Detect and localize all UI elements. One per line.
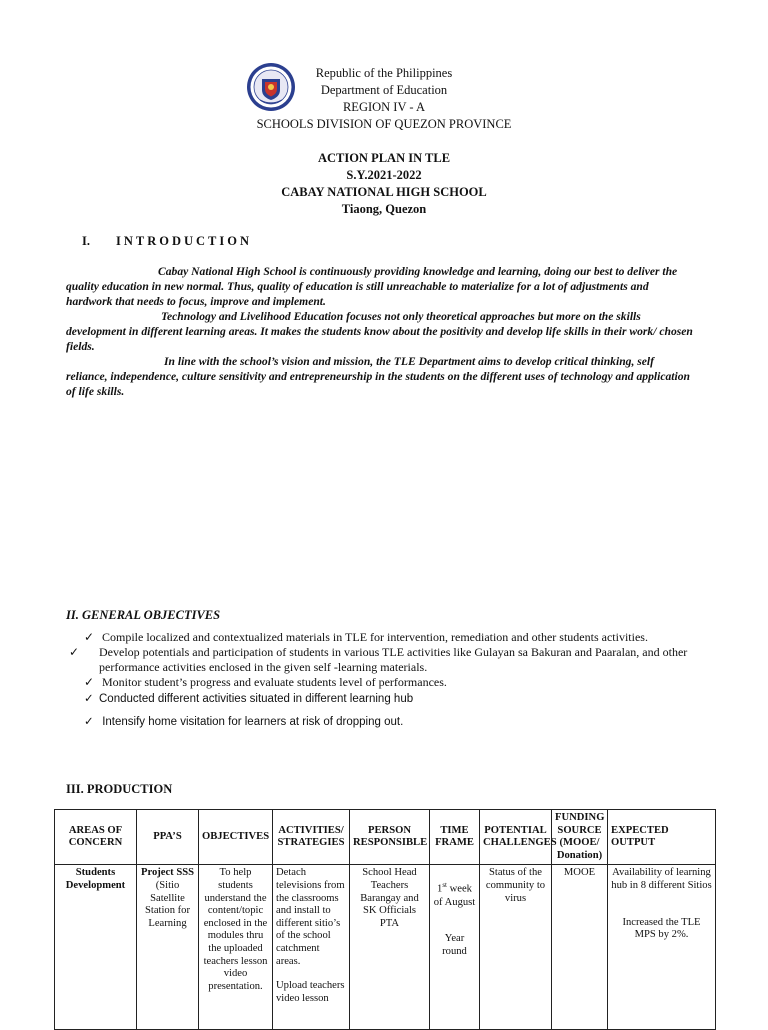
cell-challenges: Status of the community to virus (480, 865, 552, 1030)
section-number: I. (82, 234, 90, 248)
time-frame-text: week of August (433, 883, 476, 908)
time-frame-num: 1 (437, 883, 443, 895)
output-text: Increased the TLE MPS by 2%. (622, 916, 701, 941)
production-table (54, 809, 716, 1030)
column-header: TIME FRAME (430, 810, 480, 865)
checkmark-icon: ✓ (84, 630, 95, 644)
cell-funding: MOOE (552, 865, 608, 1030)
intro-paragraph: In line with the school’s vision and mission, the TLE Department aims to develop critical thinking, self reliance, independence, culture sensitivity and entrepreneurship in the students on the different uses of technology and application of life skills. (66, 355, 690, 398)
column-header: FUNDING SOURCE (MOOE/ Donation) (552, 810, 608, 865)
letterhead-line: SCHOOLS DIVISION OF QUEZON PROVINCE (256, 117, 512, 131)
time-frame-sup: st (442, 881, 447, 890)
intro-paragraph: Technology and Livelihood Education focuses not only theoretical approaches but more on the skills development in different learning areas. It makes the students know about the positivity and develop life skills in their work/ chosen fields. (66, 310, 693, 353)
objective-text: Compile localized and contextualized materials in TLE for intervention, remediation and other students activities. (102, 630, 648, 644)
checkmark-icon: ✓ (84, 693, 94, 705)
table-row (55, 865, 716, 1030)
column-header: AREAS OF CONCERN (55, 810, 137, 865)
column-header: ACTIVITIES/ STRATEGIES (273, 810, 350, 865)
column-header: POTENTIAL CHALLENGES (480, 810, 552, 865)
objective-text: Monitor student’s progress and evaluate students level of performances. (102, 675, 447, 689)
objective-text: Intensify home visitation for learners at risk of dropping out. (102, 716, 404, 728)
ppa-project-name: Project SSS (140, 867, 195, 879)
cell-time-frame (430, 865, 480, 1030)
activity-text: Detach televisions from the classrooms and install to different sitio’s of the school catchment areas. (276, 867, 345, 967)
objective-text: Conducted different activities situated in different learning hub (99, 693, 414, 705)
column-header: PERSON RESPONSIBLE (350, 810, 430, 865)
letterhead-line: Republic of the Philippines (315, 66, 453, 80)
objective-item (84, 692, 704, 707)
time-frame-text: Year round (442, 933, 467, 957)
section-production-heading: III. PRODUCTION (66, 782, 173, 796)
objective-item (84, 715, 704, 730)
cell-expected-output (608, 865, 716, 1030)
section-general-objectives-heading: II. GENERAL OBJECTIVES (66, 608, 221, 622)
letterhead-line: Department of Education (320, 83, 448, 97)
output-text: Availability of learning hub in 8 different Sitios (611, 867, 712, 891)
column-header: EXPECTED OUTPUT (608, 810, 716, 865)
cell-person: School Head Teachers Barangay and SK Officials PTA (350, 865, 430, 1030)
title-line: CABAY NATIONAL HIGH SCHOOL (281, 185, 487, 199)
introduction-text (66, 264, 696, 399)
section-introduction-heading (82, 234, 252, 249)
activity-text: Upload teachers video lesson (276, 980, 345, 1004)
cell-objectives: To help students understand the content/topic enclosed in the modules thru the uploaded teachers lesson video presentation. (199, 865, 273, 1030)
section-title: INTRODUCTION (116, 234, 253, 248)
objective-item (69, 645, 704, 675)
ppa-description: (Sitio Satellite Station for Learning (144, 879, 191, 929)
cell-area: Students Development (55, 865, 137, 1030)
title-line: Tiaong, Quezon (341, 202, 427, 216)
cell-activities (273, 865, 350, 1030)
intro-paragraph: Cabay National High School is continuously providing knowledge and learning, doing our best to deliver the quality education in new normal. Thus, quality of education is still unreachable to materialize for a lot of adjustments and hardwork that needs to focus, improve and implement. (66, 265, 678, 308)
letterhead (200, 65, 568, 133)
objective-text: Develop potentials and participation of students in various TLE activities like Gulayan sa Bakuran and Paaralan, and other performance activities enclosed in the given self -learning materials. (99, 645, 688, 674)
checkmark-icon: ✓ (84, 675, 95, 689)
title-line: ACTION PLAN IN TLE (317, 151, 451, 165)
column-header: PPA’S (137, 810, 199, 865)
cell-ppa (137, 865, 199, 1030)
title-line: S.Y.2021-2022 (346, 168, 422, 182)
document-title (200, 150, 568, 218)
objective-item (84, 630, 704, 645)
letterhead-line: REGION IV - A (342, 100, 426, 114)
checkmark-icon: ✓ (84, 716, 94, 728)
checkmark-icon: ✓ (69, 645, 80, 659)
column-header: OBJECTIVES (199, 810, 273, 865)
objective-item (84, 675, 704, 690)
table-header-row (55, 810, 716, 865)
